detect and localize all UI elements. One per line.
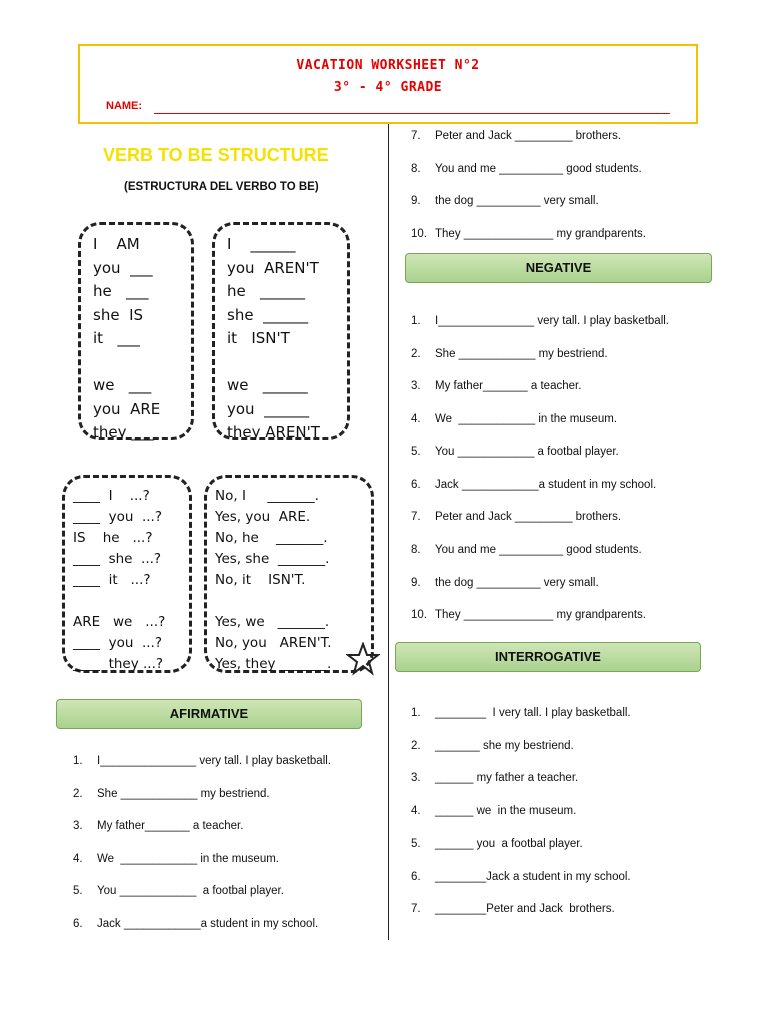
table-line: No, he _______. <box>215 530 328 546</box>
table-line: they AREN'T <box>227 423 320 441</box>
item-number: 3. <box>73 820 83 833</box>
afirmative-section-header: AFIRMATIVE <box>56 699 362 729</box>
item-number: 5. <box>411 445 421 458</box>
table-line: you ___ <box>93 258 153 277</box>
structure-subtitle: (ESTRUCTURA DEL VERBO TO BE) <box>124 181 319 193</box>
table-line: IS he ...? <box>73 530 153 546</box>
item-number: 6. <box>73 918 83 930</box>
table-line: ____ you ...? <box>73 509 163 525</box>
item-text: Peter and Jack _________ brothers. <box>435 130 622 142</box>
item-number: 6. <box>411 478 421 491</box>
item-text: Peter and Jack _________ brothers. <box>435 511 622 524</box>
star-icon <box>346 642 380 676</box>
item-text: Jack ____________a student in my school. <box>435 478 657 491</box>
item-text: _______ she my bestriend. <box>435 739 574 752</box>
item-number: 2. <box>411 739 421 752</box>
item-number: 7. <box>411 511 421 524</box>
item-number: 5. <box>73 885 83 898</box>
item-text: She ____________ my bestriend. <box>97 787 270 800</box>
item-number: 10. <box>411 227 427 240</box>
item-text: ________Jack a student in my school. <box>435 870 631 883</box>
item-number: 1. <box>73 755 83 767</box>
table-line: she IS <box>93 305 144 324</box>
item-number: 3. <box>411 772 421 785</box>
item-text: We ____________ in the museum. <box>435 413 617 426</box>
item-number: 6. <box>411 870 421 883</box>
worksheet-header <box>78 44 698 124</box>
table-line: she ______ <box>227 305 309 324</box>
table-line: Yes, you ARE. <box>215 509 311 525</box>
table-line: I ______ <box>227 235 296 253</box>
table-line: they ___ <box>93 423 154 441</box>
table-line: he ___ <box>93 282 149 300</box>
item-number: 9. <box>411 195 421 208</box>
item-text: ________Peter and Jack brothers. <box>435 903 615 916</box>
item-number: 4. <box>73 852 83 865</box>
table-line: I AM <box>93 235 140 253</box>
item-text: She ____________ my bestriend. <box>435 347 608 360</box>
table-line: we ______ <box>227 376 308 394</box>
table-line: you ______ <box>227 399 310 418</box>
name-field[interactable] <box>154 113 670 114</box>
name-label: NAME: <box>106 100 143 112</box>
item-number: 2. <box>411 347 421 360</box>
item-text: They ______________ my grandparents. <box>435 227 646 240</box>
item-text: We ____________ in the museum. <box>97 852 279 865</box>
table-line: Yes, we _______. <box>215 614 330 630</box>
item-text: You ____________ a footbal player. <box>97 885 284 898</box>
item-number: 7. <box>411 903 421 916</box>
item-number: 5. <box>411 837 421 850</box>
table-line: it ISN'T <box>227 329 290 347</box>
item-text: Jack ____________a student in my school. <box>97 918 319 930</box>
item-text: the dog __________ very small. <box>435 195 599 208</box>
item-number: 8. <box>411 543 421 556</box>
interrogative-table <box>62 475 192 673</box>
item-number: 1. <box>411 315 421 327</box>
item-number: 10. <box>411 609 427 622</box>
table-line: ARE we ...? <box>73 614 166 630</box>
item-number: 2. <box>73 787 83 800</box>
item-number: 1. <box>411 707 421 719</box>
grade-label: 3° - 4° GRADE <box>333 80 443 95</box>
item-number: 3. <box>411 380 421 393</box>
table-line: ____ they ...? <box>73 656 164 672</box>
item-text: ______ we in the museum. <box>435 805 577 818</box>
table-line: ____ I ...? <box>73 488 150 504</box>
table-line: No, I _______. <box>215 488 319 504</box>
table-line: No, it ISN'T. <box>215 572 306 588</box>
table-line: No, you AREN'T. <box>215 635 332 651</box>
table-line: he ______ <box>227 282 306 300</box>
table-line: Yes, she _______. <box>215 551 330 567</box>
item-text: ________ I very tall. I play basketball. <box>435 707 631 719</box>
item-number: 9. <box>411 576 421 589</box>
interrogative-section-header: INTERROGATIVE <box>395 642 701 672</box>
item-number: 4. <box>411 413 421 426</box>
table-line: ____ it ...? <box>73 572 151 588</box>
item-text: the dog __________ very small. <box>435 576 599 589</box>
table-line: ____ she ...? <box>73 551 162 567</box>
item-text: My father_______ a teacher. <box>435 380 582 393</box>
item-number: 8. <box>411 162 421 175</box>
item-text: My father_______ a teacher. <box>97 820 244 833</box>
table-line: you AREN'T <box>227 258 319 277</box>
table-line: it ___ <box>93 329 140 347</box>
item-text: You and me __________ good students. <box>435 543 642 556</box>
affirmative-table <box>78 222 194 440</box>
item-text: You ____________ a footbal player. <box>435 445 619 458</box>
negative-table <box>212 222 350 440</box>
table-line: we ___ <box>93 376 152 394</box>
item-number: 7. <box>411 130 421 142</box>
item-text: You and me __________ good students. <box>435 162 642 175</box>
column-divider <box>388 124 389 940</box>
item-text: They ______________ my grandparents. <box>435 609 646 622</box>
item-number: 4. <box>411 805 421 818</box>
worksheet-title: VACATION WORKSHEET N°2 <box>296 58 480 73</box>
table-line: Yes, they _______. <box>215 656 332 672</box>
item-text: I_______________ very tall. I play basketball. <box>435 315 669 327</box>
table-line: you ARE <box>93 399 161 418</box>
table-line: ____ you ...? <box>73 635 163 651</box>
item-text: ______ you a footbal player. <box>435 837 583 850</box>
structure-title: VERB TO BE STRUCTURE <box>103 145 329 165</box>
item-text: I_______________ very tall. I play basketball. <box>97 755 331 767</box>
item-text: ______ my father a teacher. <box>435 772 579 785</box>
negative-section-header: NEGATIVE <box>405 253 712 283</box>
